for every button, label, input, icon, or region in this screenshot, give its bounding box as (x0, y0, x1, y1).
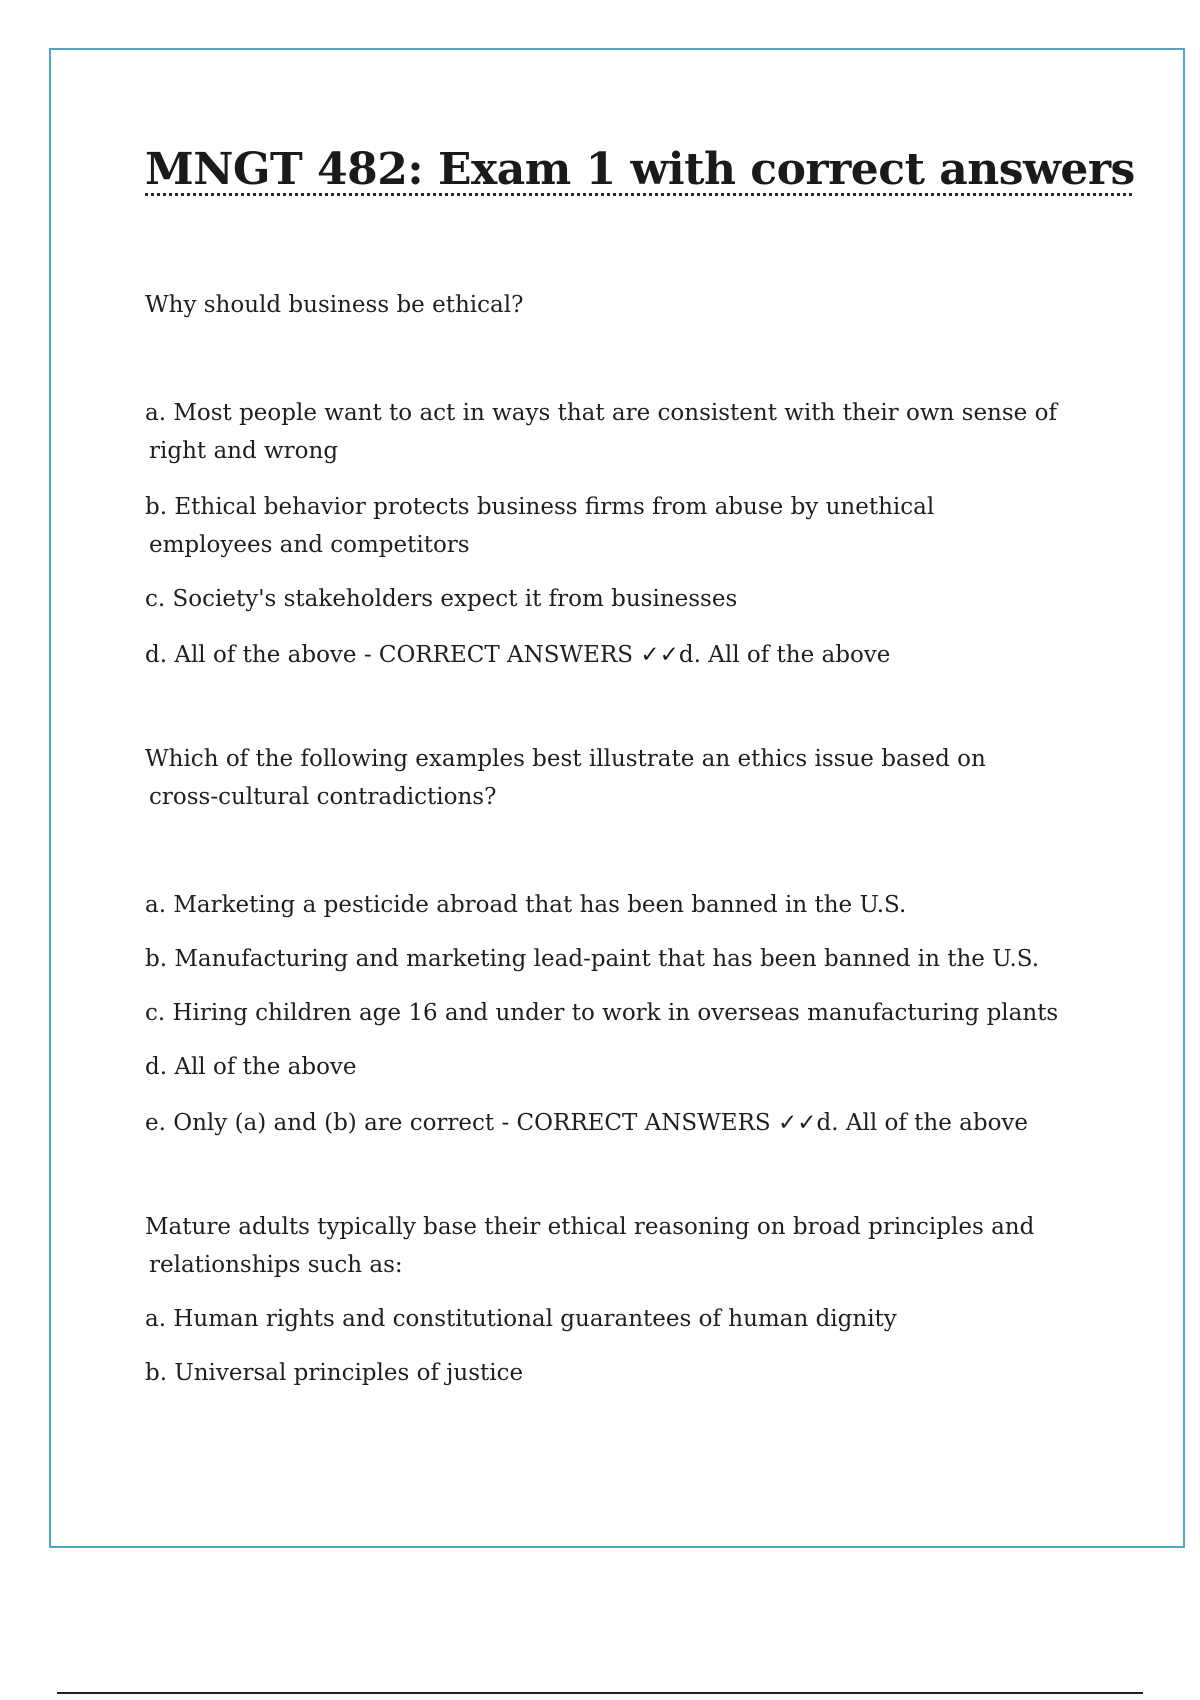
question-3-text: Mature adults typically base their ethical reasoning on broad principles and relationships such as: (145, 1214, 1035, 1278)
question-3-option-a: a. Human rights and constitutional guarantees of human dignity (145, 1306, 897, 1332)
document-title: MNGT 482: Exam 1 with correct answers (145, 144, 1135, 195)
footer-rule (57, 1692, 1143, 1694)
question-1-text: Why should business be ethical? (145, 292, 524, 318)
question-2-text: Which of the following examples best illustrate an ethics issue based on cross-cultural contradictions? (145, 746, 986, 810)
question-1-option-b: b. Ethical behavior protects business firms from abuse by unethical employees and competitors (145, 494, 935, 558)
question-2-option-a: a. Marketing a pesticide abroad that has been banned in the U.S. (145, 892, 907, 918)
question-2-option-b: b. Manufacturing and marketing lead-paint that has been banned in the U.S. (145, 946, 1040, 972)
document-content (145, 140, 1135, 1392)
question-2-option-c: c. Hiring children age 16 and under to work in overseas manufacturing plants (145, 1000, 1059, 1026)
question-1-option-a: a. Most people want to act in ways that are consistent with their own sense of right and wrong (145, 400, 1057, 464)
question-2-option-e: e. Only (a) and (b) are correct - CORRECT ANSWERS ✓✓d. All of the above (145, 1110, 1029, 1136)
question-2-option-d: d. All of the above (145, 1054, 357, 1080)
question-1-option-d: d. All of the above - CORRECT ANSWERS ✓✓d. All of the above (145, 642, 891, 668)
question-1-option-c: c. Society's stakeholders expect it from businesses (145, 586, 738, 612)
question-3-option-b: b. Universal principles of justice (145, 1360, 524, 1386)
